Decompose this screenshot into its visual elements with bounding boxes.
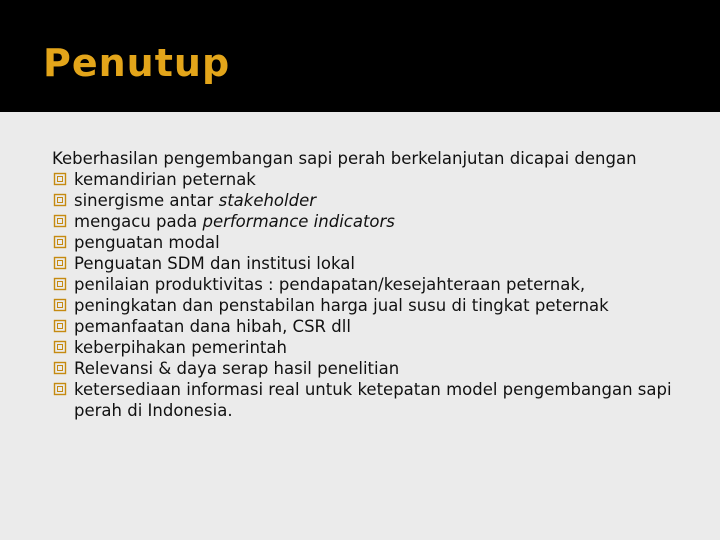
bullet-item [52, 211, 692, 232]
bullet-item [52, 316, 692, 337]
bullet-italic-term: performance indicators [202, 212, 395, 231]
bullet-square-icon [52, 360, 68, 376]
bullet-text: Penguatan SDM dan institusi lokal [74, 254, 355, 273]
bullet-text: keberpihakan pemerintah [74, 338, 287, 357]
bullet-item [52, 232, 692, 253]
bullet-text: penilaian produktivitas : pendapatan/kesejahteraan peternak, [74, 275, 586, 294]
bullet-text: peningkatan dan penstabilan harga jual susu di tingkat peternak [74, 296, 609, 315]
slide-body [52, 148, 692, 421]
bullet-square-icon [52, 381, 68, 397]
bullet-item [52, 295, 692, 316]
bullet-item [52, 358, 692, 379]
bullet-item [52, 274, 692, 295]
bullet-text: Relevansi & daya serap hasil penelitian [74, 359, 400, 378]
bullet-text: kemandirian peternak [74, 170, 256, 189]
bullet-square-icon [52, 276, 68, 292]
bullet-square-icon [52, 192, 68, 208]
bullet-text: penguatan modal [74, 233, 220, 252]
bullet-square-icon [52, 318, 68, 334]
bullet-square-icon [52, 171, 68, 187]
bullet-text: ketersediaan informasi real untuk ketepatan model pengembangan sapi perah di Indonesia. [74, 380, 672, 420]
title-band [0, 0, 720, 112]
bullet-square-icon [52, 213, 68, 229]
bullet-list [52, 169, 692, 421]
bullet-item [52, 190, 692, 211]
bullet-square-icon [52, 297, 68, 313]
bullet-text: sinergisme antar [74, 191, 219, 210]
bullet-square-icon [52, 255, 68, 271]
bullet-item [52, 169, 692, 190]
bullet-square-icon [52, 339, 68, 355]
bullet-square-icon [52, 234, 68, 250]
slide-title: Penutup [43, 41, 231, 85]
bullet-text: pemanfaatan dana hibah, CSR dll [74, 317, 351, 336]
intro-text: Keberhasilan pengembangan sapi perah berkelanjutan dicapai dengan [52, 149, 637, 168]
bullet-text: mengacu pada [74, 212, 203, 231]
bullet-item [52, 337, 692, 358]
bullet-italic-term: stakeholder [218, 191, 317, 210]
bullet-item [52, 379, 692, 421]
bullet-item [52, 253, 692, 274]
